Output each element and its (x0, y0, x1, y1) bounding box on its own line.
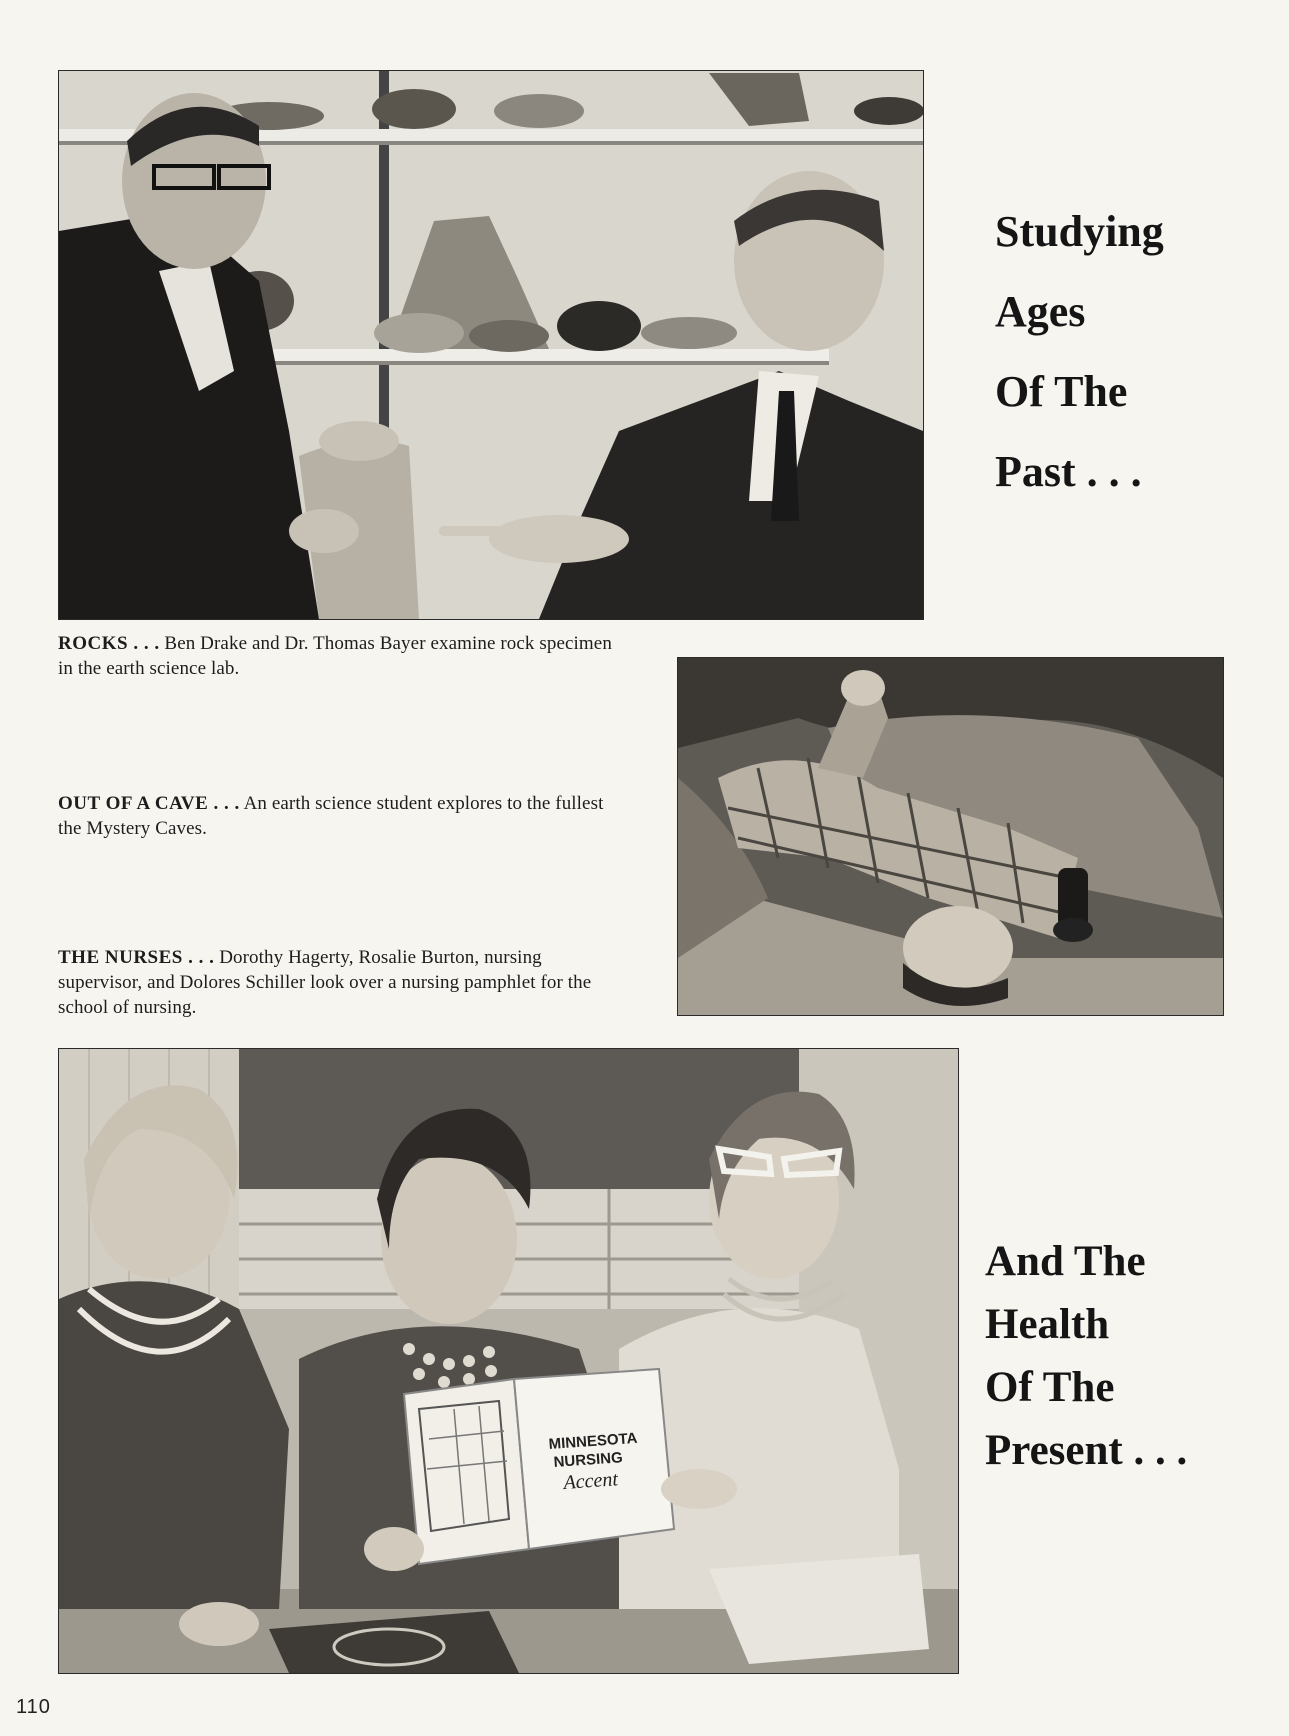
caption-rocks (58, 631, 618, 681)
page-number: 110 (16, 1696, 51, 1718)
caption-cave-lead: OUT OF A CAVE . . . (58, 793, 240, 814)
heading-bottom-line-2: Health (985, 1301, 1110, 1348)
heading-and-the-health-of-the-present (985, 1240, 1187, 1492)
heading-bottom-line-1: And The (985, 1238, 1146, 1285)
caption-rocks-text: Ben Drake and Dr. Thomas Bayer examine rock specimen in the earth science lab. (58, 633, 612, 679)
heading-top-line-4: Past . . . (995, 447, 1142, 496)
photo-rocks-earth-science-lab (58, 70, 924, 620)
caption-nurses-text: Dorothy Hagerty, Rosalie Burton, nursing supervisor, and Dolores Schiller look over a nursing pamphlet for the school of nursing. (58, 947, 592, 1018)
caption-cave-text: An earth science student explores to the fullest the Mystery Caves. (58, 793, 604, 839)
heading-bottom-line-3: Of The (985, 1364, 1115, 1411)
pamphlet-title-line-3: Accent (562, 1468, 619, 1494)
photo-nurses-with-pamphlet (58, 1048, 959, 1674)
caption-nurses-lead: THE NURSES . . . (58, 947, 215, 968)
heading-top-line-2: Ages (995, 287, 1086, 336)
heading-bottom-line-4: Present . . . (985, 1427, 1188, 1474)
pamphlet-title-line-1: MINNESOTA (548, 1429, 638, 1453)
heading-studying-ages-of-the-past (995, 207, 1164, 530)
photo-student-in-cave (677, 657, 1224, 1016)
caption-the-nurses (58, 945, 618, 1020)
pamphlet-title-line-2: NURSING (553, 1449, 624, 1471)
heading-top-line-1: Studying (995, 207, 1164, 256)
caption-out-of-a-cave (58, 791, 618, 841)
heading-top-line-3: Of The (995, 367, 1128, 416)
caption-rocks-lead: ROCKS . . . (58, 633, 160, 654)
